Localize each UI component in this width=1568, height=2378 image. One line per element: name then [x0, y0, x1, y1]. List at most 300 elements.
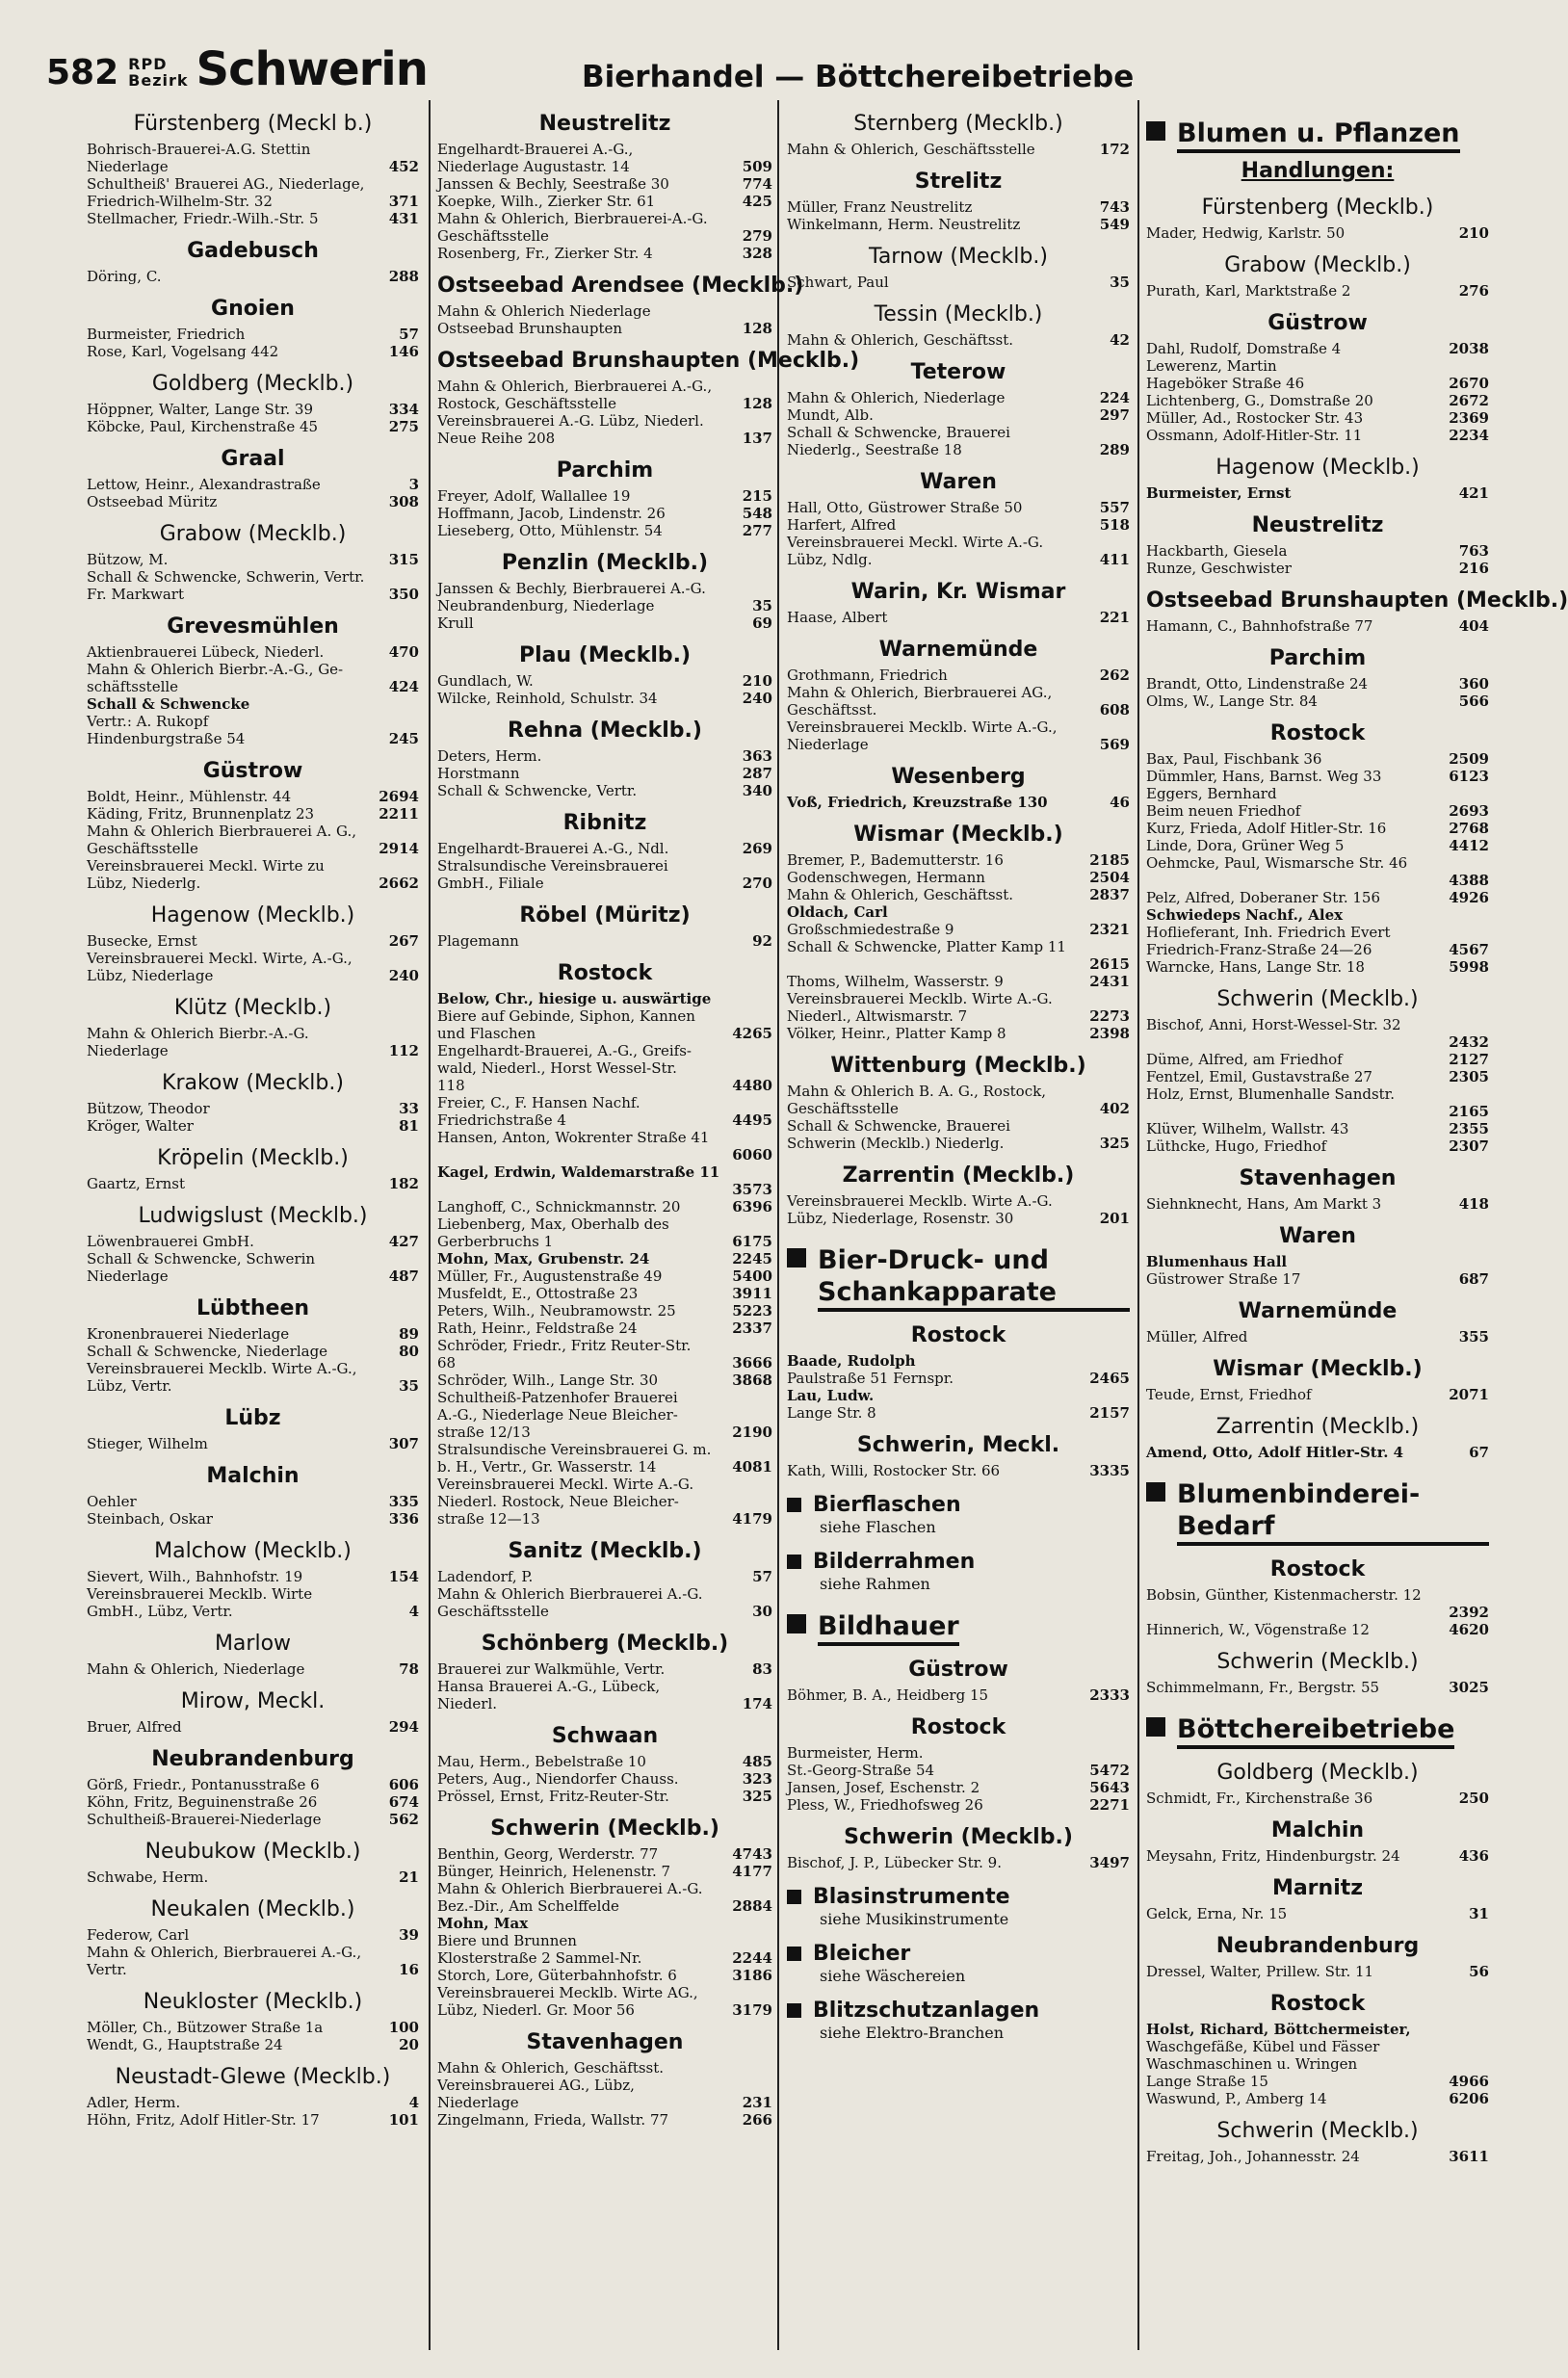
- phone-number: 4480: [732, 1077, 772, 1094]
- phone-number: 363: [742, 747, 772, 765]
- listing-text: Bützow, Theodor: [87, 1100, 210, 1117]
- listing-text: Voß, Friedrich, Kreuzstraße 130: [787, 794, 1048, 811]
- listing-entry: [787, 1854, 1130, 1871]
- listing-entry: [1146, 1963, 1489, 1980]
- listing-entry: [87, 1603, 419, 1620]
- phone-number: 35: [752, 597, 772, 614]
- listing-text: Mahn & Ohlerich, Geschäftsst.: [437, 2059, 665, 2077]
- listing-text: Lübz, Niederl. Gr. Moor 56: [437, 2001, 635, 2019]
- listing-text: Gerberbruchs 1: [437, 1233, 554, 1250]
- phone-number: 201: [1099, 1210, 1130, 1227]
- listing-entry: [1146, 1790, 1489, 1807]
- district-label: RPD Bezirk: [128, 55, 189, 90]
- listing-entry: [437, 1458, 772, 1476]
- listing-entry: [787, 1762, 1130, 1779]
- listing-entry: [787, 534, 1130, 551]
- phone-number: 2185: [1089, 851, 1130, 869]
- listing-entry: [787, 719, 1130, 736]
- city-heading: Rostock: [1269, 1992, 1366, 2016]
- listing-entry: [437, 1753, 772, 1770]
- city-heading: Plau (Mecklb.): [518, 643, 692, 667]
- listing-entry: [87, 193, 419, 210]
- phone-number: 39: [399, 1926, 419, 1944]
- phone-number: 608: [1099, 701, 1130, 719]
- phone-number: 4179: [732, 1510, 772, 1528]
- city-heading: Schwerin (Mecklb.): [1216, 987, 1419, 1011]
- listing-text: Engelhardt-Brauerei A.-G.,: [437, 141, 634, 158]
- listing-entry: [87, 326, 419, 343]
- listing-entry: [787, 921, 1130, 938]
- city-heading: Stavenhagen: [1239, 1166, 1397, 1190]
- phone-number: 2431: [1089, 973, 1130, 990]
- section-marker-icon: [787, 2003, 801, 2018]
- listing-text: Mader, Hedwig, Karlstr. 50: [1146, 224, 1346, 242]
- city-heading: Parchim: [1268, 646, 1367, 670]
- section-marker-icon: [1146, 121, 1165, 141]
- listing-entry: [437, 1285, 772, 1302]
- listing-entry: [437, 1678, 772, 1695]
- city-heading: Sanitz (Mecklb.): [508, 1539, 702, 1563]
- section-title-text: Böttchereibetriebe: [1177, 1713, 1454, 1749]
- listing-entry: [1146, 2021, 1489, 2038]
- listing-entry: [437, 1660, 772, 1678]
- listing-entry: [437, 1372, 772, 1389]
- listing-text: Mau, Herm., Bebelstraße 10: [437, 1753, 646, 1770]
- phone-number: 112: [388, 1042, 419, 1059]
- listing-entry: [787, 955, 1130, 973]
- listing-entry: [87, 1776, 419, 1793]
- listing-entry: [1146, 1051, 1489, 1068]
- listing-entry: [87, 1233, 419, 1250]
- listing-entry: [437, 1181, 772, 1198]
- listing-text: Purath, Karl, Marktstraße 2: [1146, 282, 1351, 300]
- listing-text: Deters, Herm.: [437, 747, 542, 765]
- city-heading: Ludwigslust (Mecklb.): [138, 1204, 368, 1228]
- phone-number: 335: [388, 1493, 419, 1510]
- section-title: [1177, 118, 1460, 153]
- listing-text: Güstrower Straße 17: [1146, 1270, 1301, 1288]
- listing-entry: [87, 210, 419, 227]
- section-title-text: Bildhauer: [818, 1610, 959, 1646]
- listing-entry: [437, 690, 772, 707]
- listing-text: Mahn & Ohlerich Bierbrauerei A. G.,: [87, 823, 357, 840]
- listing-entry: [1146, 1621, 1489, 1638]
- city-heading: Ribnitz: [562, 811, 647, 835]
- listing-entry: [787, 869, 1130, 886]
- section-title: [818, 1244, 1130, 1312]
- section-heading: [1146, 118, 1489, 153]
- listing-entry: [1146, 224, 1489, 242]
- listing-entry: [437, 1233, 772, 1250]
- listing-entry: [87, 661, 419, 678]
- phone-number: 307: [388, 1435, 419, 1452]
- listing-text: Döring, C.: [87, 268, 162, 285]
- listing-entry: [1146, 1016, 1489, 1033]
- city-heading: Ostseebad Brunshaupten (Mecklb.): [437, 349, 860, 373]
- phone-number: 325: [1099, 1135, 1130, 1152]
- listing-entry: [1146, 1195, 1489, 1213]
- phone-number: 210: [742, 672, 772, 690]
- listing-text: Liebenberg, Max, Oberhalb des: [437, 1215, 669, 1233]
- listing-entry: [87, 418, 419, 435]
- city-heading: Neukalen (Mecklb.): [150, 1897, 355, 1921]
- city-heading: Wismar (Mecklb.): [853, 823, 1063, 847]
- listing-entry: [87, 1585, 419, 1603]
- listing-text: wald, Niederl., Horst Wessel-Str.: [437, 1059, 677, 1077]
- listing-entry: [787, 1135, 1130, 1152]
- phone-number: 421: [1458, 484, 1489, 502]
- listing-text: Niederlage: [437, 2094, 519, 2111]
- listing-text: Adler, Herm.: [87, 2094, 181, 2111]
- phone-number: 452: [388, 158, 419, 175]
- section-title-text: Blumen u. Pflanzen: [1177, 118, 1460, 153]
- listing-text: Bischof, Anni, Horst-Wessel-Str. 32: [1146, 1016, 1401, 1033]
- listing-text: Bruer, Alfred: [87, 1718, 182, 1736]
- phone-number: 2672: [1449, 392, 1489, 409]
- listing-text: Mahn & Ohlerich, Geschäftsst.: [787, 331, 1014, 349]
- listing-text: Mahn & Ohlerich Bierbr.-A.-G.: [87, 1025, 309, 1042]
- listing-text: Mahn & Ohlerich, Bierbrauerei-A.-G.: [437, 210, 708, 227]
- listing-text: Mahn & Ohlerich, Niederlage: [87, 1660, 305, 1678]
- listing-text: und Flaschen: [437, 1025, 536, 1042]
- listing-entry: [1146, 1679, 1489, 1696]
- listing-entry: [437, 193, 772, 210]
- listing-entry: [1146, 802, 1489, 820]
- listing-entry: [1146, 1253, 1489, 1270]
- phone-number: 350: [388, 586, 419, 603]
- listing-entry: [437, 672, 772, 690]
- phone-number: 425: [742, 193, 772, 210]
- listing-entry: [1146, 941, 1489, 958]
- phone-number: 2211: [379, 805, 419, 823]
- listing-text: Kurz, Frieda, Adolf Hitler-Str. 16: [1146, 820, 1387, 837]
- phone-number: 270: [742, 875, 772, 892]
- listing-text: Lange Straße 15: [1146, 2073, 1268, 2090]
- listing-entry: [437, 227, 772, 245]
- listing-entry: [87, 2019, 419, 2036]
- city-heading: Graal: [221, 447, 285, 471]
- section-heading: [787, 1244, 1130, 1312]
- city-heading: Grevesmühlen: [167, 614, 339, 639]
- listing-text: Burmeister, Herm.: [787, 1744, 924, 1762]
- listing-entry: [87, 788, 419, 805]
- phone-number: 262: [1099, 666, 1130, 684]
- listing-entry: [437, 158, 772, 175]
- phone-number: 279: [742, 227, 772, 245]
- phone-number: 100: [388, 2019, 419, 2036]
- section-title-text: Blumenbinderei-Bedarf: [1177, 1478, 1489, 1546]
- phone-number: 2465: [1089, 1370, 1130, 1387]
- listing-entry: [437, 932, 772, 950]
- listing-entry: [437, 747, 772, 765]
- listing-entry: [1146, 409, 1489, 427]
- section-title-text: Bilderrahmen: [813, 1550, 976, 1574]
- city-heading: Ostseebad Arendsee (Mecklb.): [437, 274, 804, 298]
- listing-text: Großschmiedestraße 9: [787, 921, 954, 938]
- listing-text: Freitag, Joh., Johannesstr. 24: [1146, 2148, 1360, 2165]
- phone-number: 340: [742, 782, 772, 799]
- city-heading: Rostock: [910, 1715, 1006, 1739]
- listing-text: Vereinsbrauerei A.-G. Lübz, Niederl.: [437, 412, 704, 430]
- phone-number: 240: [742, 690, 772, 707]
- phone-number: 3186: [732, 1967, 772, 1984]
- city-heading: Rostock: [1269, 721, 1366, 745]
- listing-text: Hackbarth, Giesela: [1146, 542, 1288, 560]
- phone-number: 174: [742, 1695, 772, 1712]
- cross-reference: siehe Elektro-Branchen: [820, 2024, 1005, 2042]
- listing-entry: [1146, 2038, 1489, 2055]
- section-heading: [1146, 1478, 1489, 1546]
- phone-number: 287: [742, 765, 772, 782]
- section-marker-icon: [1146, 1717, 1165, 1737]
- phone-number: 2615: [1089, 955, 1130, 973]
- city-heading: Schwerin (Mecklb.): [490, 1816, 719, 1841]
- listing-text: Müller, Franz Neustrelitz: [787, 198, 973, 216]
- listing-entry: [437, 378, 772, 395]
- listing-entry: [1146, 820, 1489, 837]
- listing-entry: [437, 857, 772, 875]
- listing-entry: [437, 1441, 772, 1458]
- listing-text: Klosterstraße 2 Sammel-Nr.: [437, 1949, 642, 1967]
- listing-entry: [87, 141, 419, 158]
- phone-number: 2307: [1449, 1137, 1489, 1155]
- phone-number: 2244: [732, 1949, 772, 1967]
- listing-text: Freyer, Adolf, Wallallee 19: [437, 487, 631, 505]
- listing-entry: [1146, 1033, 1489, 1051]
- section-title: [1177, 1478, 1489, 1546]
- listing-text: Dümmler, Hans, Barnst. Weg 33: [1146, 768, 1382, 785]
- listing-text: Busecke, Ernst: [87, 932, 197, 950]
- section-title: [813, 1550, 975, 1575]
- phone-number: 4926: [1449, 889, 1489, 906]
- column-1: [87, 100, 419, 2354]
- listing-entry: [1146, 2073, 1489, 2090]
- listing-text: Hoflieferant, Inh. Friedrich Evert: [1146, 924, 1391, 941]
- phone-number: 5998: [1449, 958, 1489, 976]
- listing-text: Oehler: [87, 1493, 137, 1510]
- listing-text: Waschgefäße, Kübel und Fässer: [1146, 2038, 1380, 2055]
- listing-entry: [87, 713, 419, 730]
- phone-number: 431: [388, 210, 419, 227]
- listing-entry: [787, 938, 1130, 955]
- phone-number: 566: [1458, 692, 1489, 710]
- listing-entry: [1146, 924, 1489, 941]
- listing-text: Görß, Friedr., Pontanusstraße 6: [87, 1776, 320, 1793]
- listing-entry: [87, 1568, 419, 1585]
- city-heading: Rostock: [910, 1323, 1006, 1347]
- listing-text: Lieseberg, Otto, Mühlenstr. 54: [437, 522, 663, 539]
- listing-text: Waswund, P., Amberg 14: [1146, 2090, 1327, 2107]
- listing-text: Ossmann, Adolf-Hitler-Str. 11: [1146, 427, 1363, 444]
- listing-entry: [437, 1025, 772, 1042]
- listing-text: Schall & Schwencke, Vertr.: [437, 782, 638, 799]
- listing-entry: [437, 990, 772, 1007]
- phone-number: 289: [1099, 441, 1130, 458]
- city-heading: Schwerin (Mecklb.): [844, 1825, 1073, 1849]
- listing-entry: [1146, 958, 1489, 976]
- listing-text: Stralsundische Vereinsbrauerei G. m.: [437, 1441, 712, 1458]
- listing-entry: [787, 424, 1130, 441]
- phone-number: 3911: [732, 1285, 772, 1302]
- listing-text: Ladendorf, P.: [437, 1568, 534, 1585]
- listing-text: straße 12/13: [437, 1424, 531, 1441]
- listing-text: Mahn & Ohlerich, Geschäftsstelle: [787, 141, 1035, 158]
- phone-number: 4: [408, 2094, 419, 2111]
- listing-entry: [437, 875, 772, 892]
- section-marker-icon: [787, 1498, 801, 1512]
- column-divider: [1137, 100, 1139, 2350]
- city-heading: Schwerin (Mecklb.): [1216, 1650, 1419, 1674]
- phone-number: 557: [1099, 499, 1130, 516]
- phone-number: 487: [388, 1267, 419, 1285]
- listing-text: Horstmann: [437, 765, 520, 782]
- listing-text: Schall & Schwencke, Schwerin: [87, 1250, 316, 1267]
- listing-text: Niederlage: [87, 158, 169, 175]
- listing-entry: [787, 274, 1130, 291]
- listing-entry: [437, 1215, 772, 1233]
- listing-text: Eggers, Bernhard: [1146, 785, 1277, 802]
- listing-entry: [87, 1175, 419, 1192]
- listing-text: Biere auf Gebinde, Siphon, Kannen: [437, 1007, 695, 1025]
- phone-number: 101: [388, 2111, 419, 2129]
- listing-text: Schröder, Wilh., Lange Str. 30: [437, 1372, 659, 1389]
- city-heading: Malchow (Mecklb.): [154, 1539, 352, 1563]
- listing-entry: [87, 1325, 419, 1343]
- listing-text: Waschmaschinen u. Wringen: [1146, 2055, 1358, 2073]
- listing-text: Lübz, Niederlg.: [87, 875, 201, 892]
- city-heading: Stavenhagen: [526, 2030, 684, 2054]
- listing-text: Prössel, Ernst, Fritz-Reuter-Str.: [437, 1788, 669, 1805]
- listing-text: Vereinsbrauerei Mecklb. Wirte: [87, 1585, 313, 1603]
- listing-entry: [437, 1949, 772, 1967]
- listing-text: Ostseebad Müritz: [87, 493, 218, 510]
- listing-text: Stellmacher, Friedr.-Wilh.-Str. 5: [87, 210, 319, 227]
- listing-text: Burmeister, Ernst: [1146, 484, 1292, 502]
- listing-entry: [87, 343, 419, 360]
- city-heading: Neubrandenburg: [151, 1747, 354, 1771]
- listing-text: Schultheiß-Brauerei-Niederlage: [87, 1811, 322, 1828]
- listing-text: Bax, Paul, Fischbank 36: [1146, 750, 1322, 768]
- phone-number: 2768: [1449, 820, 1489, 837]
- listing-text: Völker, Heinr., Platter Kamp 8: [787, 1025, 1006, 1042]
- city-heading: Klütz (Mecklb.): [173, 996, 332, 1020]
- listing-text: Mahn & Ohlerich B. A. G., Rostock,: [787, 1083, 1046, 1100]
- section-marker-icon: [1146, 1482, 1165, 1502]
- listing-entry: [1146, 692, 1489, 710]
- listing-text: Vereinsbrauerei Meckl. Wirte A.-G.: [437, 1476, 694, 1493]
- phone-number: 81: [399, 1117, 419, 1135]
- listing-text: Geschäftsstelle: [437, 227, 549, 245]
- phone-number: 2305: [1449, 1068, 1489, 1085]
- section-marker-icon: [787, 1248, 806, 1267]
- phone-number: 2504: [1089, 869, 1130, 886]
- listing-entry: [87, 1117, 419, 1135]
- phone-number: 2333: [1089, 1686, 1130, 1704]
- listing-text: Godenschwegen, Hermann: [787, 869, 985, 886]
- listing-entry: [87, 875, 419, 892]
- city-heading: Fürstenberg (Meckl b.): [133, 112, 373, 136]
- listing-entry: [437, 1695, 772, 1712]
- listing-entry: [1146, 889, 1489, 906]
- listing-entry: [437, 1915, 772, 1932]
- listing-text: Hall, Otto, Güstrower Straße 50: [787, 499, 1023, 516]
- city-heading: Grabow (Mecklb.): [159, 522, 347, 546]
- phone-number: 4177: [732, 1863, 772, 1880]
- listing-text: 118: [437, 1077, 465, 1094]
- city-heading: Güstrow: [202, 759, 303, 783]
- listing-text: Hageböker Straße 46: [1146, 375, 1305, 392]
- city-heading: Warnemünde: [878, 638, 1038, 662]
- listing-text: Geschäftsstelle: [787, 1100, 899, 1117]
- phone-number: 57: [399, 326, 419, 343]
- listing-entry: [87, 1250, 419, 1267]
- phone-number: 4: [408, 1603, 419, 1620]
- listing-text: Käding, Fritz, Brunnenplatz 23: [87, 805, 315, 823]
- listing-entry: [87, 1961, 419, 1978]
- listing-entry: [437, 1111, 772, 1129]
- listing-text: Schwabe, Herm.: [87, 1868, 209, 1886]
- listing-entry: [1146, 1270, 1489, 1288]
- city-heading: Neukloster (Mecklb.): [143, 1990, 363, 2014]
- listing-entry: [1146, 357, 1489, 375]
- listing-entry: [437, 1250, 772, 1267]
- phone-number: 606: [388, 1776, 419, 1793]
- listing-entry: [1146, 560, 1489, 577]
- city-heading: Zarrentin (Mecklb.): [842, 1163, 1075, 1188]
- listing-text: Hamann, C., Bahnhofstraße 77: [1146, 617, 1373, 635]
- column-divider: [429, 100, 431, 2350]
- city-heading: Rostock: [557, 961, 653, 985]
- listing-entry: [87, 678, 419, 695]
- listing-entry: [87, 1660, 419, 1678]
- listing-entry: [87, 1793, 419, 1811]
- listing-entry: [787, 1117, 1130, 1135]
- listing-entry: [787, 1100, 1130, 1117]
- listing-entry: [1146, 854, 1489, 872]
- listing-text: Langhoff, C., Schnickmannstr. 20: [437, 1198, 681, 1215]
- listing-entry: [437, 2111, 772, 2129]
- phone-number: 240: [388, 967, 419, 984]
- phone-number: 57: [752, 1568, 772, 1585]
- listing-entry: [437, 1424, 772, 1441]
- listing-entry: [787, 609, 1130, 626]
- section-title: [1177, 1713, 1454, 1749]
- listing-entry: [437, 320, 772, 337]
- phone-number: 6175: [732, 1233, 772, 1250]
- listing-entry: [437, 522, 772, 539]
- city-heading: Waren: [920, 470, 997, 494]
- city-heading: Fürstenberg (Mecklb.): [1201, 196, 1434, 220]
- listing-entry: [437, 840, 772, 857]
- listing-entry: [437, 395, 772, 412]
- phone-number: 277: [742, 522, 772, 539]
- city-heading: Kröpelin (Mecklb.): [157, 1146, 349, 1170]
- listing-text: Meysahn, Fritz, Hindenburgstr. 24: [1146, 1847, 1400, 1865]
- listing-text: Schwart, Paul: [787, 274, 889, 291]
- phone-number: 2355: [1449, 1120, 1489, 1137]
- listing-entry: [437, 1163, 772, 1181]
- phone-number: 78: [399, 1660, 419, 1678]
- listing-text: Niederl.: [437, 1695, 498, 1712]
- listing-entry: [787, 1779, 1130, 1796]
- listing-text: Vereinsbrauerei Mecklb. Wirte A.-G.,: [787, 719, 1058, 736]
- listing-text: Geschäftsstelle: [87, 840, 198, 857]
- listing-entry: [87, 1042, 419, 1059]
- listing-text: Löwenbrauerei GmbH.: [87, 1233, 254, 1250]
- listing-entry: [437, 1077, 772, 1094]
- listing-text: Paulstraße 51 Fernspr.: [787, 1370, 954, 1387]
- city-heading: Rehna (Mecklb.): [508, 719, 702, 743]
